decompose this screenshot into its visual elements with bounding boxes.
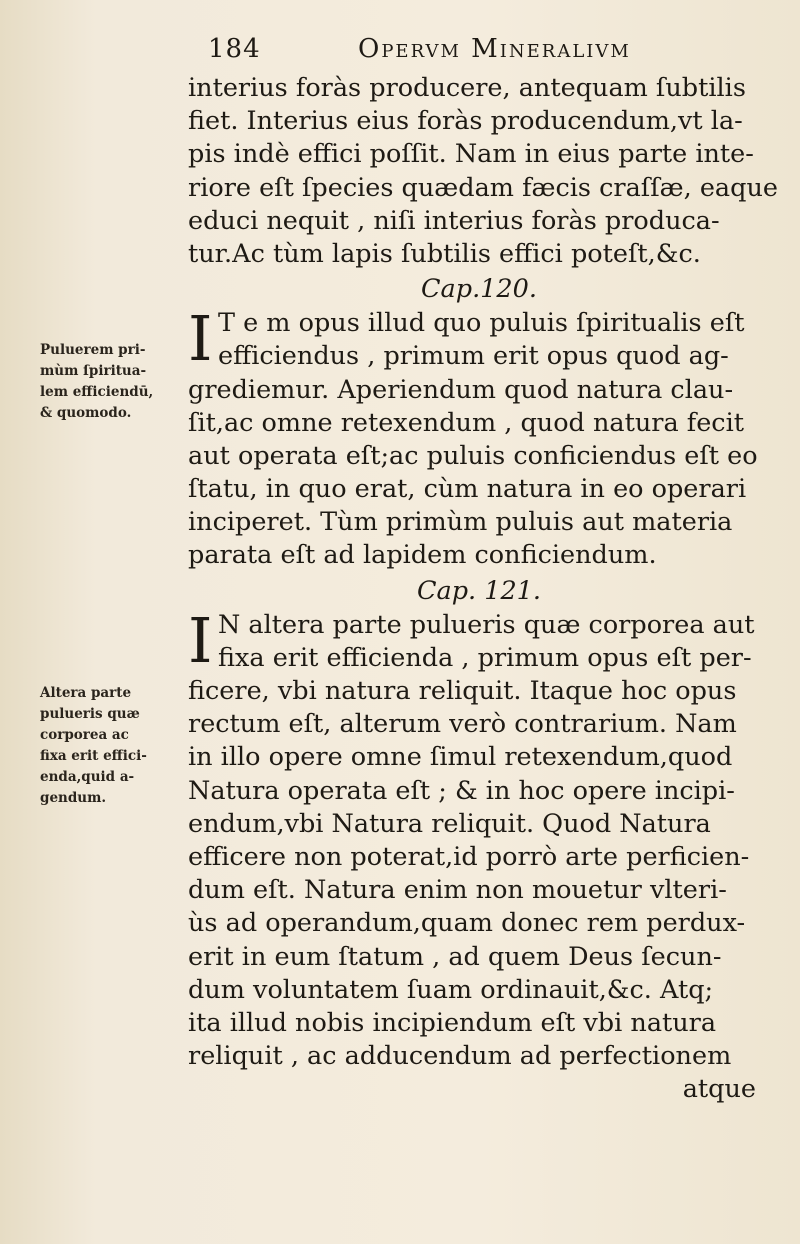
page-header [200, 34, 760, 74]
text-line: erit in eum ſtatum , ad quem Deus ſecun- [188, 941, 722, 972]
drop-cap: I [188, 302, 213, 376]
text-line: ùs ad operandum,quam donec rem perdux- [188, 908, 746, 939]
margin-note-line: mùm ſpiritua- [40, 363, 147, 379]
paragraph [188, 72, 778, 271]
text-line: interius foràs producere, antequam ſubtilis [188, 73, 746, 103]
text-line: efficiendus , primum erit opus quod ag- [218, 341, 729, 372]
text-line: grediemur. Aperiendum quod natura clau- [188, 374, 734, 405]
margin-note-line: pulueris quæ [40, 706, 140, 722]
running-title: Opervm Mineralivm [358, 34, 631, 64]
text-line: dum voluntatem ſuam ordinauit,&c. Atq; [188, 974, 714, 1005]
line-text: T e m opus illud quo puluis ſpiritualis eſt [218, 308, 745, 339]
text-line: inciperet. Tùm primùm puluis aut materia [188, 507, 733, 538]
text-line: in illo opere omne ſimul retexendum,quod [188, 742, 733, 773]
text-line: fixa erit efficienda , primum opus eſt per- [218, 642, 752, 673]
text-line: endum,vbi Natura reliquit. Quod Natura [188, 808, 711, 839]
text-line: rectum eſt, alterum verò contrarium. Nam [188, 709, 737, 740]
text-line: efficere non poterat,id porrò arte perficien- [188, 841, 750, 872]
margin-note-line: fixa erit effici- [40, 748, 147, 764]
chapter-body [188, 302, 770, 573]
margin-note-line: lem efficiendū, [40, 384, 154, 400]
text-line: pis indè effici poſſit. Nam in eius parte inte- [188, 139, 754, 170]
main-text [188, 72, 778, 1106]
drop-cap: I [188, 603, 213, 677]
text-line: ficere, vbi natura reliquit. Itaque hoc opus [188, 676, 737, 706]
chapter-body [188, 603, 770, 1074]
margin-note [40, 683, 180, 809]
text-line: ita illud nobis incipiendum eſt vbi natura [188, 1007, 717, 1038]
chapter-heading: Cap.120. [421, 274, 537, 305]
margin-note-line: enda,quid a- [40, 769, 135, 785]
text-line: Natura operata eſt ; & in hoc opere incipi- [188, 775, 735, 806]
margin-note-line: corporea ac [40, 727, 129, 743]
text-line: dum eſt. Natura enim non mouetur vlteri- [188, 875, 727, 906]
text-line: tur.Ac tùm lapis ſubtilis effici poteſt,&c. [188, 238, 701, 269]
text-line: reliquit , ac adducendum ad perfectionem [188, 1041, 732, 1072]
line-text: N altera parte pulueris quæ corporea aut [218, 609, 755, 640]
text-line: riore eſt ſpecies quædam fæcis craſſæ, eaque [188, 172, 778, 203]
margin-note-line: gendum. [40, 790, 107, 806]
chapter-heading: Cap. 121. [416, 575, 542, 606]
text-line: ſit,ac omne retexendum , quod natura fecit [188, 407, 744, 438]
text-line: educi nequit , niſi interius foràs produca- [188, 205, 720, 236]
page-number: 184 [208, 34, 261, 64]
text-line: aut operata eſt;ac puluis conficiendus eſt eo [188, 440, 758, 471]
text-line: ſtatu, in quo erat, cùm natura in eo operari [188, 474, 747, 505]
catchword: atque [682, 1074, 756, 1105]
margin-note [40, 340, 180, 424]
text-line: fiet. Interius eius foràs producendum,vt la- [188, 106, 743, 137]
margin-note-line: & quomodo. [40, 405, 132, 421]
margin-note-line: Altera parte [40, 685, 132, 701]
text-line: parata eſt ad lapidem conficiendum. [188, 540, 657, 571]
margin-note-line: Puluerem pri- [40, 342, 146, 358]
